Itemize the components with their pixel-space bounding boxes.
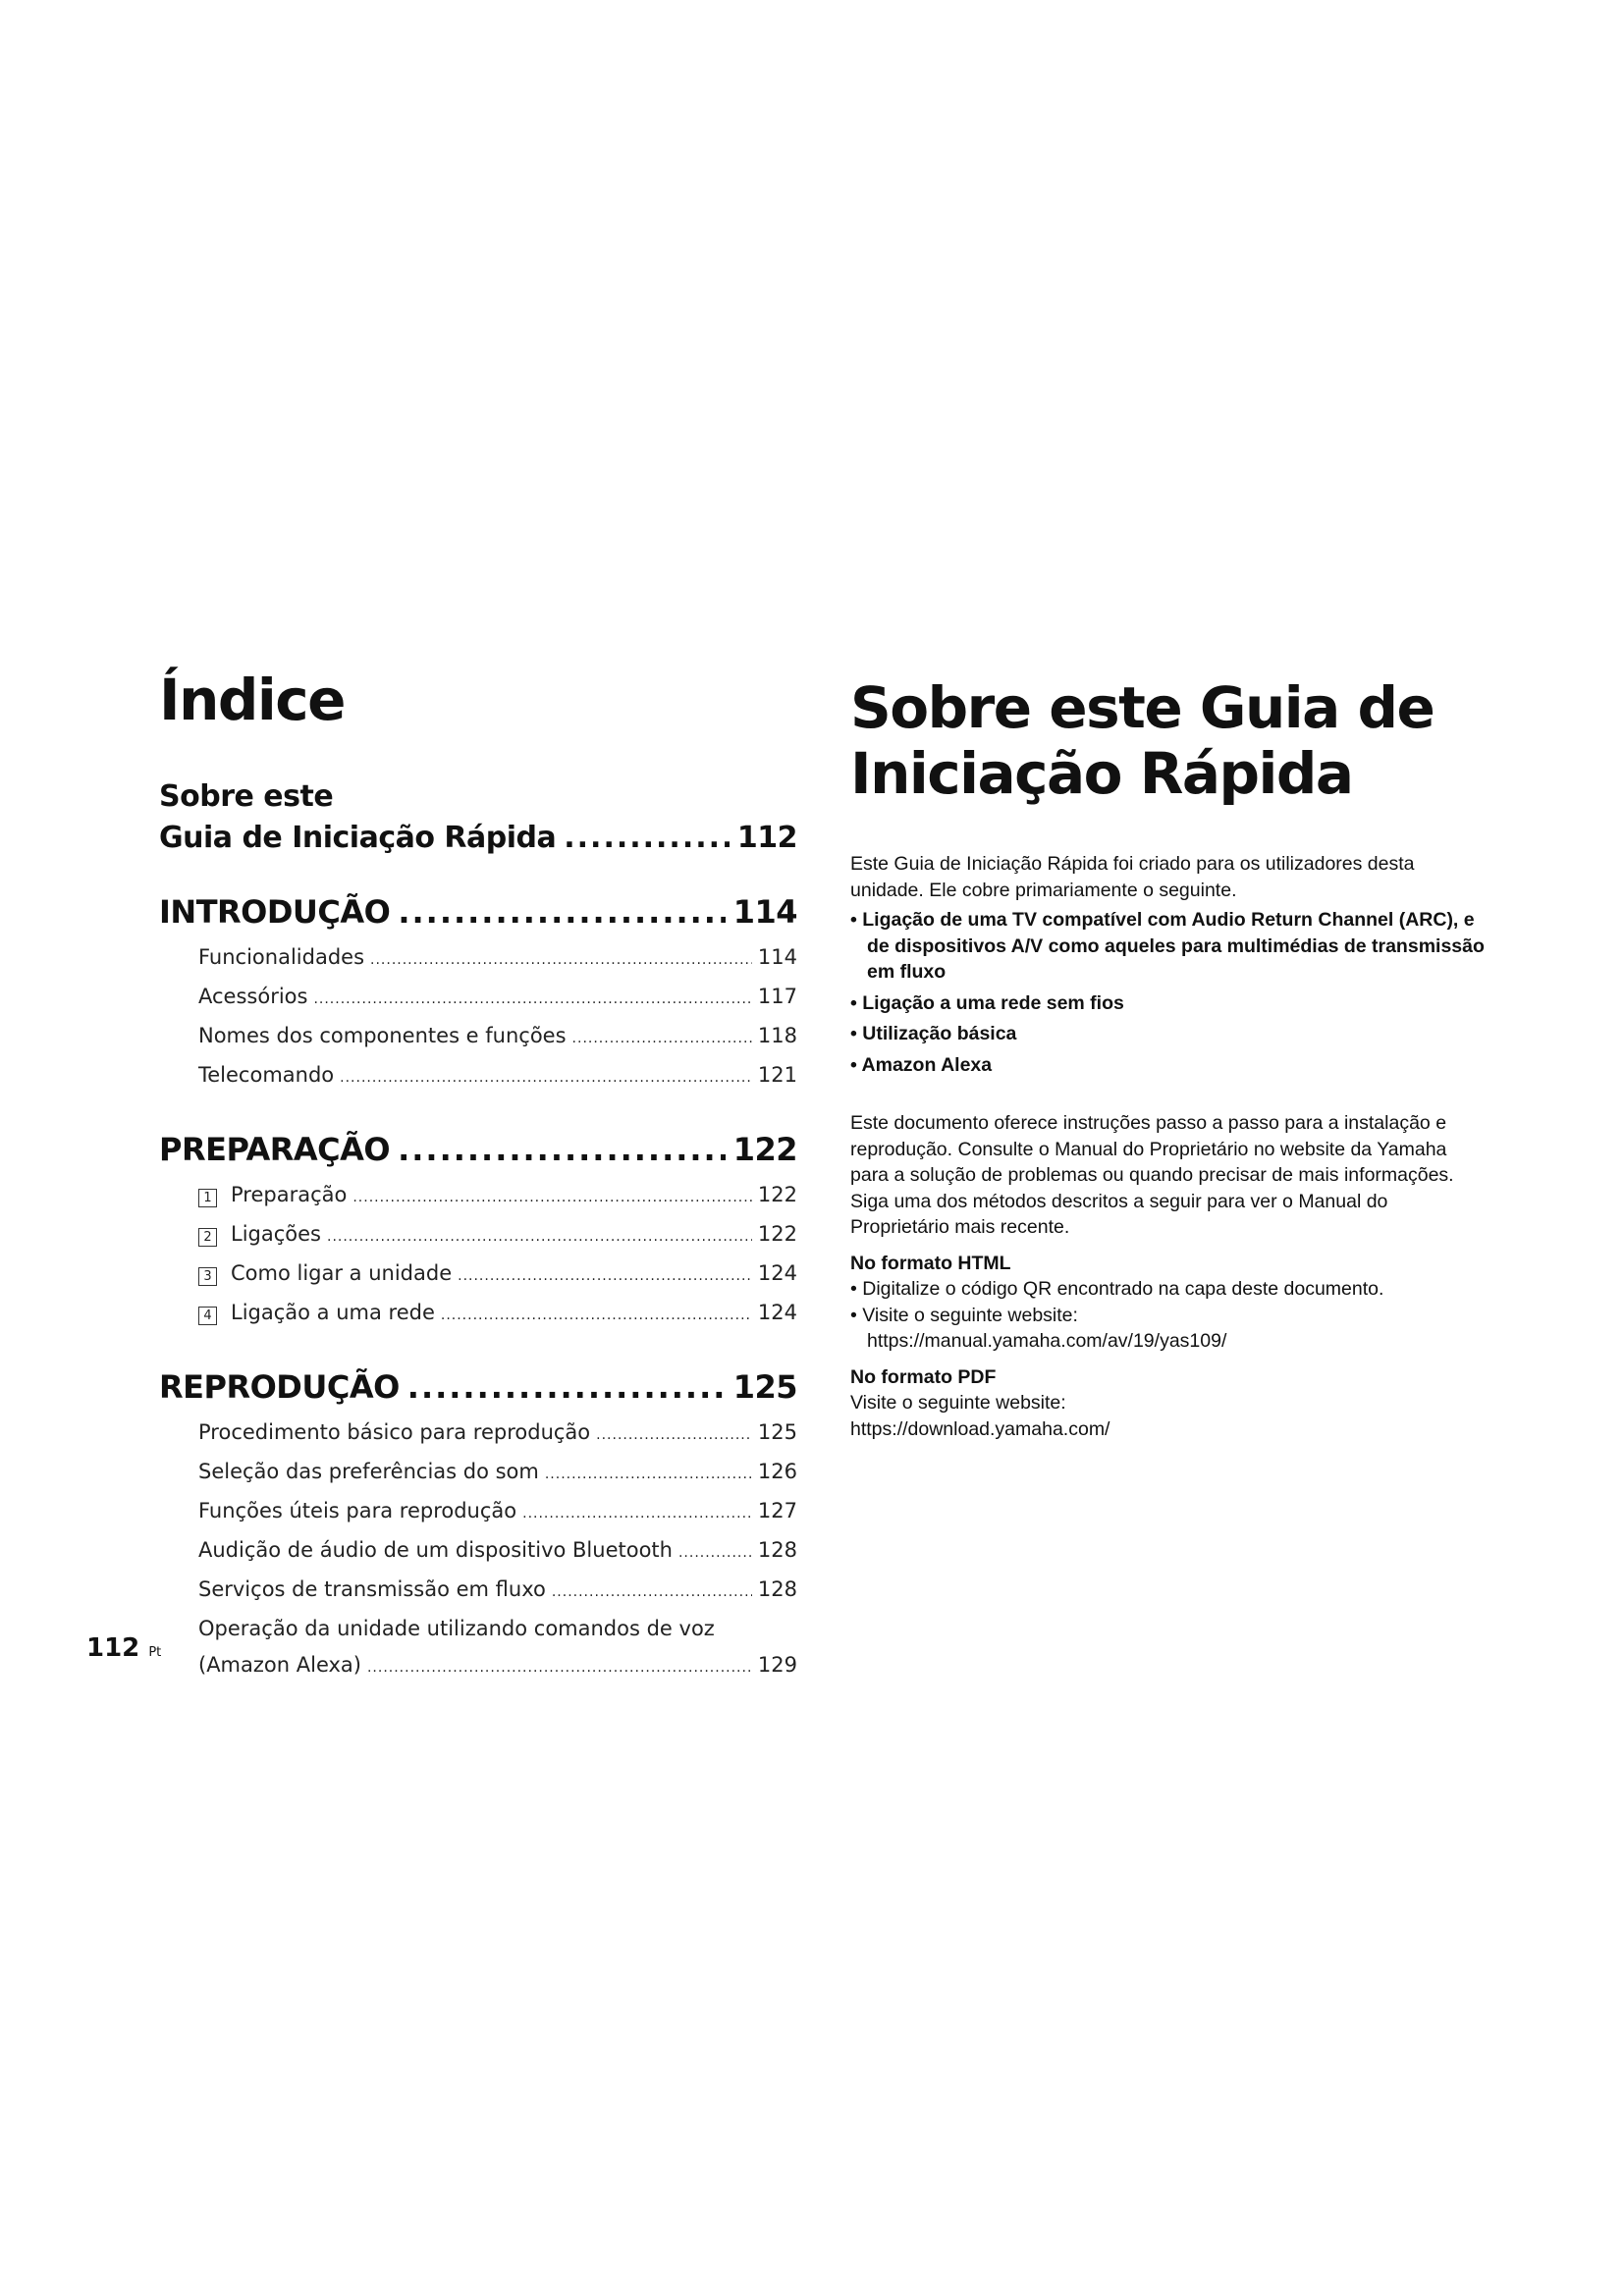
about-title <box>850 675 1489 806</box>
leader-dots <box>678 1535 752 1572</box>
toc-entry-label-continued: (Amazon Alexa) <box>198 1652 361 1677</box>
toc-about-line2: Guia de Iniciação Rápida <box>159 820 557 855</box>
about-body <box>850 851 1489 1442</box>
about-para1: Este documento oferece instruções passo a passo para a instalação e reprodução. Consulte o Manual do Proprietário no website da Yamaha para a solução de problemas ou quando precisar de mais informações. <box>850 1112 1454 1187</box>
leader-dots <box>398 1130 726 1169</box>
section-heading: INTRODUÇÃO <box>159 892 391 931</box>
toc-entry-label: Nomes dos componentes e funções <box>198 1023 567 1047</box>
toc-entry[interactable] <box>198 939 797 979</box>
toc-entry-label: Audição de áudio de um dispositivo Bluetooth <box>198 1537 673 1562</box>
html-format-item: • Visite o seguinte website: <box>850 1303 1489 1329</box>
toc-entry-label: Preparação <box>231 1182 348 1206</box>
toc-list-introducao <box>159 939 797 1096</box>
toc-entry-page: 121 <box>757 1062 797 1087</box>
leader-dots <box>352 1180 752 1216</box>
step-number-icon: 4 <box>198 1307 217 1325</box>
toc-entry-label: Funções úteis para reprodução <box>198 1498 517 1522</box>
toc-section-preparacao[interactable] <box>159 1130 797 1169</box>
toc-entry-page: 126 <box>757 1459 797 1483</box>
toc-entry-label: Seleção das preferências do som <box>198 1459 539 1483</box>
toc-entry-label: Funcionalidades <box>198 944 365 969</box>
leader-dots <box>313 982 751 1018</box>
toc-list-preparacao <box>159 1177 797 1334</box>
toc-entry[interactable] <box>198 1454 797 1493</box>
toc-entry-page: 122 <box>757 1221 797 1246</box>
coverage-item: • Ligação de uma TV compatível com Audio Return Channel (ARC), e de dispositivos A/V como aqueles para multimédias de transmissão em fluxo <box>850 907 1489 986</box>
page-number <box>86 1633 161 1663</box>
toc-about-entry[interactable] <box>159 776 797 859</box>
toc-entry-page: 118 <box>757 1023 797 1047</box>
html-manual-link[interactable]: https://manual.yamaha.com/av/19/yas109/ <box>867 1330 1227 1353</box>
toc-entry-page: 124 <box>757 1300 797 1324</box>
page-language: Pt <box>148 1645 162 1660</box>
toc-entry-page: 125 <box>757 1419 797 1444</box>
leader-dots <box>398 892 725 932</box>
toc-entry[interactable] <box>198 1415 797 1454</box>
toc-entry-page: 122 <box>757 1182 797 1206</box>
page-number-value: 112 <box>86 1633 140 1663</box>
toc-entry[interactable] <box>198 979 797 1018</box>
leader-dots <box>407 1367 726 1407</box>
coverage-item: • Ligação a uma rede sem fios <box>850 990 1489 1017</box>
toc-entry[interactable] <box>198 1493 797 1532</box>
toc-entry[interactable] <box>198 1611 797 1686</box>
leader-dots <box>522 1496 752 1532</box>
toc-entry-page: 128 <box>757 1576 797 1601</box>
section-page: 122 <box>732 1130 797 1168</box>
toc-entry[interactable] <box>198 1255 797 1295</box>
leader-dots <box>458 1258 752 1295</box>
toc-entry[interactable] <box>198 1018 797 1057</box>
section-page: 114 <box>732 892 797 931</box>
leader-dots <box>370 942 752 979</box>
toc-entry-label: Telecomando <box>198 1062 335 1087</box>
coverage-item: • Amazon Alexa <box>850 1052 1489 1079</box>
toc-entry[interactable] <box>198 1295 797 1334</box>
toc-entry-page: 114 <box>757 944 797 969</box>
toc-title: Índice <box>159 667 345 733</box>
toc-entry-label: Operação da unidade utilizando comandos de voz <box>198 1616 715 1640</box>
step-number-icon: 1 <box>198 1189 217 1207</box>
leader-dots <box>596 1417 752 1454</box>
about-title-line1: Sobre este Guia de <box>850 674 1435 741</box>
leader-dots <box>564 818 730 859</box>
step-number-icon: 2 <box>198 1228 217 1247</box>
html-format-label: No formato HTML <box>850 1252 1011 1274</box>
toc-entry[interactable] <box>198 1177 797 1216</box>
toc-entry[interactable] <box>198 1532 797 1572</box>
about-para2: Siga uma dos métodos descritos a seguir para ver o Manual do Proprietário mais recente. <box>850 1190 1388 1239</box>
section-heading: PREPARAÇÃO <box>159 1130 391 1168</box>
toc-list-reproducao <box>159 1415 797 1686</box>
toc-entry[interactable] <box>198 1216 797 1255</box>
about-guide-section <box>850 675 1489 1442</box>
toc-entry-label: Ligação a uma rede <box>231 1300 435 1324</box>
toc-entry-label: Como ligar a unidade <box>231 1260 453 1285</box>
toc-entry-label: Procedimento básico para reprodução <box>198 1419 591 1444</box>
pdf-format-text: Visite o seguinte website: <box>850 1392 1066 1415</box>
about-title-line2: Iniciação Rápida <box>850 739 1353 807</box>
leader-dots <box>340 1060 752 1096</box>
toc-about-line1: Sobre este <box>159 778 334 814</box>
about-intro: Este Guia de Iniciação Rápida foi criado para os utilizadores desta unidade. Ele cobre primariamente o seguinte. <box>850 853 1415 901</box>
toc-section-reproducao[interactable] <box>159 1367 797 1407</box>
coverage-list <box>850 907 1489 1078</box>
toc-entry[interactable] <box>198 1057 797 1096</box>
leader-dots <box>552 1575 752 1611</box>
html-format-item: • Digitalize o código QR encontrado na capa deste documento. <box>850 1276 1489 1303</box>
section-page: 125 <box>732 1367 797 1406</box>
leader-dots <box>572 1021 752 1057</box>
toc-entry-page: 124 <box>757 1260 797 1285</box>
table-of-contents <box>159 667 797 1686</box>
toc-entry-label: Serviços de transmissão em fluxo <box>198 1576 546 1601</box>
toc-entry-label: Acessórios <box>198 984 308 1008</box>
pdf-download-link[interactable]: https://download.yamaha.com/ <box>850 1417 1110 1440</box>
coverage-item: • Utilização básica <box>850 1021 1489 1047</box>
toc-entry-page: 128 <box>757 1537 797 1562</box>
toc-entry-page: 129 <box>757 1652 797 1677</box>
toc-entry-label: Ligações <box>231 1221 321 1246</box>
toc-entry[interactable] <box>198 1572 797 1611</box>
toc-entry-page: 127 <box>757 1498 797 1522</box>
leader-dots <box>367 1650 752 1686</box>
toc-about-page: 112 <box>736 820 797 855</box>
pdf-format-label: No formato PDF <box>850 1365 997 1388</box>
leader-dots <box>327 1219 752 1255</box>
leader-dots <box>545 1457 752 1493</box>
toc-section-introducao[interactable] <box>159 892 797 932</box>
toc-entry-page: 117 <box>757 984 797 1008</box>
step-number-icon: 3 <box>198 1267 217 1286</box>
section-heading: REPRODUÇÃO <box>159 1367 400 1406</box>
html-format-list <box>850 1276 1489 1328</box>
leader-dots <box>441 1298 752 1334</box>
